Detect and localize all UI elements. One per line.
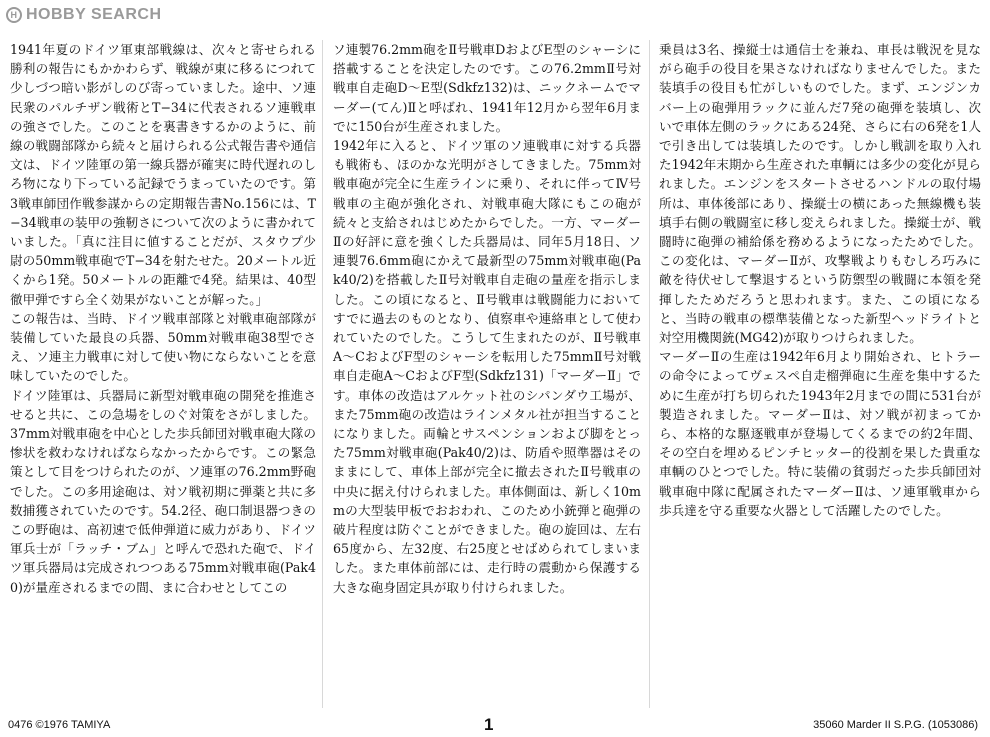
page-number: 1	[484, 715, 494, 734]
product-code-footer: 35060 Marder II S.P.G. (1053086)	[813, 719, 978, 731]
paragraph: ドイツ陸軍は、兵器局に新型対戦車砲の開発を推進させると共に、この急場をしのぐ対策をさがしました。37mm対戦車砲を中心とした歩兵師団対戦車砲大隊の惨状を救わなければならなかったからです。この緊急策として目をつけられたのが、ソ連軍の76.2mm野砲でした。この多用途砲は、対ソ戦初期に弾薬と共に多数捕獲されていたのです。54.2径、砲口制退器つきのこの野砲は、高初速で低伸弾道に威力があり、ドイツ軍兵士が「ラッチ・ブム」と呼んで恐れた砲で、ドイツ軍兵器局は完成されつつある75mm対戦車砲(Pak40)が量産されるまでの間、まに合わせとしてこの	[10, 387, 316, 595]
text-column-1	[10, 40, 316, 597]
paragraph: 乗員は3名、操縦士は通信士を兼ね、車長は戦況を見ながら砲手の役目を果さなければなりませんでした。また装填手の役目も忙がしいものでした。まず、エンジンカバー上の砲弾用ラックに並んだ7発の砲弾を装填し、次いで車体左側のラックにある24発、さらに右の6発を1人で引き出しては装填したのです。しかし戦訓を取り入れた1942年末期から生産された車輌には多少の変化が見られました。エンジンをスタートさせるハンドルの取付場所は、車体後部にあり、操縦士の横にあった無線機も装填手右側の戦闘室に移し変えられました。操縦士が、戦闘時に砲弾の補給係を務めるようになったためでした。この変化は、マーダーⅡが、攻撃戦よりもむしろ巧みに敵を待伏せして撃退するという防禦型の戦闘に本領を発揮したためだろうと思われます。また、この頃になると、当時の戦車の標準装備となった新型ヘッドライトと対空用機関銃(MG42)が取りつけられました。	[659, 42, 981, 346]
paragraph: 1942年に入ると、ドイツ軍のソ連戦車に対する兵器も戦術も、ほのかな光明がさしてきました。75mm対戦車砲が完全に生産ラインに乗り、それに伴ってⅣ号戦車の主砲が強化され、対戦車砲大隊にもこの砲が続々と支給されはじめたからでした。一方、マーダーⅡの好評に意を強くした兵器局は、同年5月18日、ソ連製76.6mm砲にかえて最新型の75mm対戦車砲(Pak40/2)を搭載したⅡ号対戦車自走砲の量産を指示しました。この頃になると、Ⅱ号戦車は戦闘能力においてすでに過去のものとなり、偵察車や連絡車として使われていたのでした。こうして生まれたのが、Ⅱ号戦車A〜CおよびF型のシャーシを転用した75mmⅡ号対戦車自走砲A〜CおよびF型(Sdkfz131)「マーダーⅡ」です。車体の改造はアルケット社のシパンダウ工場が、また75mm砲の改造はラインメタル社が担当することになりました。両輪とサスペンションおよび脚をとった75mm対戦車砲(Pak40/2)は、防盾や照準器はそのままにして、車体上部が完全に撤去されたⅡ号戦車の中央に据え付けられました。車体側面は、新しく10mmの大型装甲板でおおわれ、このため小銃弾と砲弾の破片程度は防ぐことができました。砲の旋回は、左右65度から、左32度、右25度とせばめられてしまいました。また車体前部には、走行時の震動から保護する大きな砲身固定具が取り付けられました。	[333, 138, 641, 595]
hobby-search-logo[interactable]	[6, 4, 162, 26]
logo-icon: H	[6, 7, 22, 23]
paragraph: ソ連製76.2mm砲をⅡ号戦車DおよびE型のシャーシに搭載することを決定したのです。この76.2mmⅡ号対戦車自走砲D〜E型(Sdkfz132)は、ニックネームでマーダー(てん)Ⅱと呼ばれ、1941年12月から翌年6月までに150台が生産されました。	[333, 42, 641, 134]
paragraph: マーダーⅡの生産は1942年6月より開始され、ヒトラーの命令によってヴェスペ自走榴弾砲に生産を集中するために生産が打ち切られた1943年2月までの間に531台が製造されました。マーダーⅡは、対ソ戦が初まってから、本格的な駆逐戦車が登場してくるまでの約2年間、その空白を埋めるピンチヒッター的役割を果した貴重な車輌のひとつでした。特に装備の貧弱だった歩兵師団対戦車砲中隊に配属されたマーダーⅡは、ソ連軍戦車から歩兵達を守る重要な火器として活躍したのでした。	[659, 349, 981, 518]
column-divider	[649, 40, 650, 708]
text-column-3	[659, 40, 981, 520]
paragraph: この報告は、当時、ドイツ戦車部隊と対戦車砲部隊が装備していた最良の兵器、50mm対戦車砲38型でさえ、ソ連主力戦車に対して使い物にならないことを意味していたのでした。	[10, 310, 316, 384]
column-divider	[322, 40, 323, 708]
text-column-2	[333, 40, 641, 597]
copyright-footer: 0476 ©1976 TAMIYA	[8, 719, 111, 731]
logo-text: HOBBY SEARCH	[26, 6, 162, 23]
paragraph: 1941年夏のドイツ軍東部戦線は、次々と寄せられる勝利の報告にもかかわらず、戦線が東に移るにつれて少しづつ暗い影がしのび寄っていました。途中、ソ連民衆のパルチザン戦術とT−34に代表されるソ連戦車の強さでした。このことを裏書きするかのように、前線の戦闘部隊から続々と届けられる公式報告書や通信文は、ドイツ陸軍の第一線兵器が確実に時代遅れのしろ物になり下っている記録でうまっていたのです。第3戦車師団作戦参謀からの定期報告書No.156には、T−34戦車の装甲の強靭さについて次のように書かれていました。「真に注目に値することだが、スタウプ少尉の50mm戦車砲でT−34を射たせた。20メートル近くから1発。50メートルの距離で4発。結果は、40型徹甲弾ですら全く効果がないことが解った。」	[10, 42, 316, 307]
